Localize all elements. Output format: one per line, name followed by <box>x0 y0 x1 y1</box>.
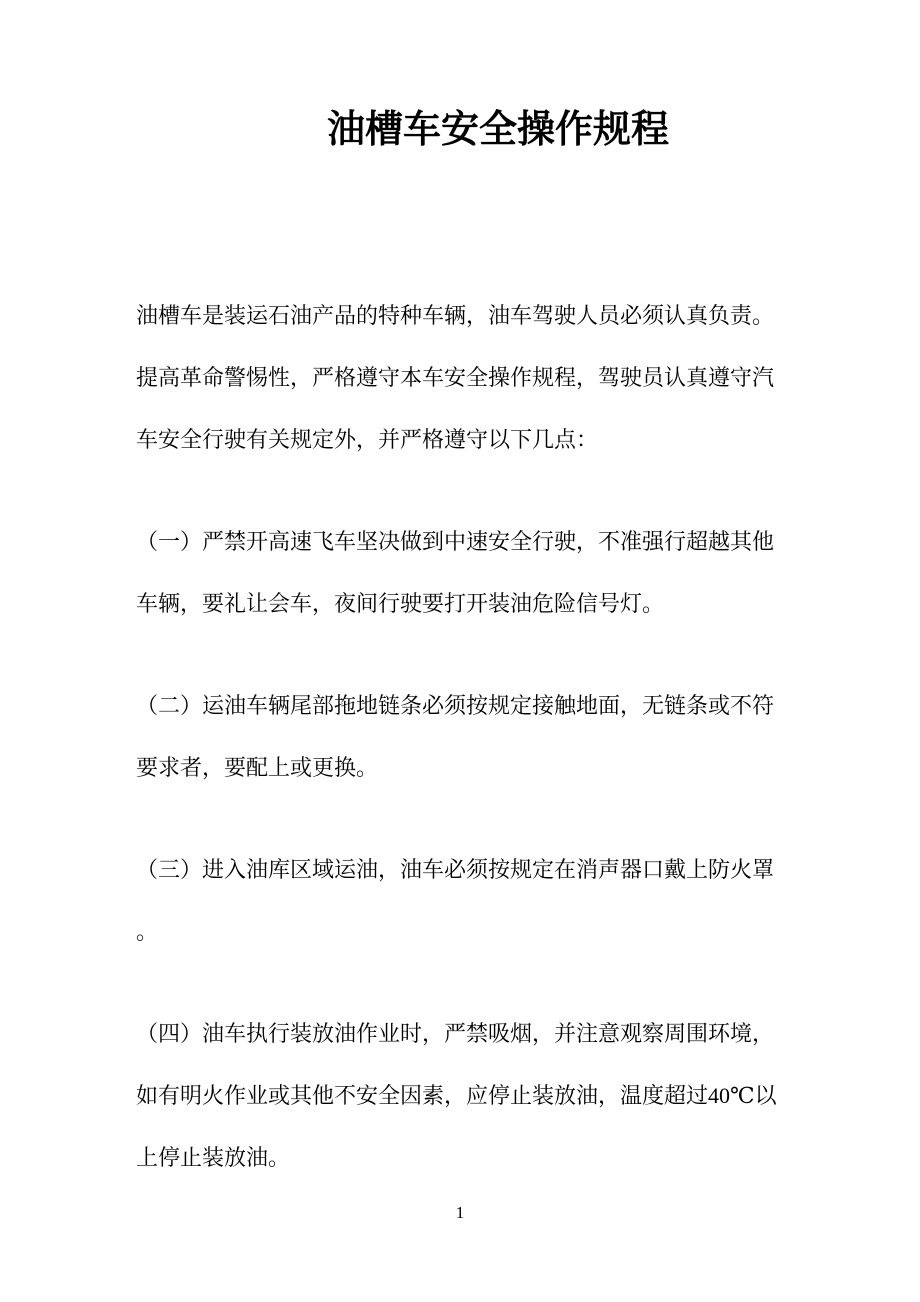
paragraph-rule-3 <box>136 839 786 963</box>
text-line: 如有明火作业或其他不安全因素，应停止装放油，温度超过40℃以 <box>136 1083 777 1108</box>
page-footer <box>0 1202 920 1224</box>
text-line: （四）油车执行装放油作业时，严禁吸烟，并注意观察周围环境， <box>136 1021 775 1046</box>
text-line: 车安全行驶有关规定外，并严格遵守以下几点： <box>136 427 599 452</box>
document-body <box>136 285 786 1189</box>
document-title: 油槽车安全操作规程 <box>326 109 669 151</box>
text-line: 要求者，要配上或更换。 <box>136 755 379 780</box>
text-line: （二）运油车辆尾部拖地链条必须按规定接触地面，无链条或不符 <box>136 693 775 718</box>
paragraph-rule-1 <box>136 511 786 635</box>
page-number: 1 <box>455 1203 465 1222</box>
text-line: 提高革命警惕性，严格遵守本车安全操作规程，驾驶员认真遵守汽 <box>136 365 775 390</box>
paragraph-rule-4 <box>136 1003 786 1189</box>
text-line: 。 <box>136 919 159 944</box>
paragraph-rule-2 <box>136 675 786 799</box>
text-line: （一）严禁开高速飞车坚决做到中速安全行驶，不准强行超越其他 <box>136 529 775 554</box>
text-line: （三）进入油库区域运油，油车必须按规定在消声器口戴上防火罩 <box>136 857 775 882</box>
text-line: 上停止装放油。 <box>136 1145 291 1170</box>
text-line: 油槽车是装运石油产品的特种车辆，油车驾驶人员必须认真负责。 <box>136 303 775 328</box>
text-line: 车辆，要礼让会车，夜间行驶要打开装油危险信号灯。 <box>136 591 665 616</box>
paragraph-intro <box>136 285 786 471</box>
